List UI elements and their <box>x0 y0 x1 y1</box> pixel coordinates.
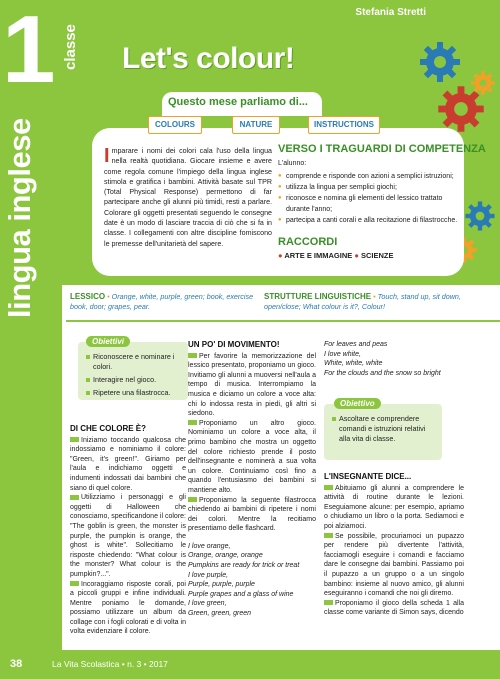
structures-block: STRUTTURE LINGUISTICHE • Touch, stand up, sit down, open/close; What colour is it?, Colour! <box>264 292 461 312</box>
paragraph: Abituiamo gli alunni a comprendere le attività di routine durante le lezioni. Eseguiamone alcune: per esempio, apriamo o chiudiamo un libro o la porta. Sediamoci e poi alziamoci. <box>324 484 464 530</box>
rhyme-line: Purple, purple, purple <box>188 581 255 589</box>
month-heading: Questo mese parliamo di... <box>168 96 308 108</box>
intro-body: mparare i nomi dei colori cala l'uso della lingua nella realtà quotidiana. Giocare insieme e avere come regola comune l'impiego della lingua inglese stimola e gratifica i bambini. Attività basate sul TPR (Total Physical Response) permettono di far partecipare anche gli alunni più timidi, resti a parlare. Colorare gli oggetti presentati seguendo le consegne date è un modo di lasciare traccia di ciò che si fa in classe. I collegamenti con altre discipline fomiscono le premesse dell'unitarietà del sapere. <box>104 147 272 248</box>
column-3-body <box>324 472 464 618</box>
magazine-name: La Vita Scolastica • n. 3 • 2017 <box>52 659 168 669</box>
objectives-label: Obiettivo <box>334 398 381 409</box>
list-item: ● comprende e risponde con azioni a semplici istruzioni; <box>278 171 464 182</box>
list-item: Riconoscere e nominare i colori. <box>86 352 184 372</box>
page-number: 38 <box>10 658 23 670</box>
rhyme-line: White, white, white <box>324 360 383 368</box>
paragraph: Incoraggiamo risposte corali, poi a piccoli gruppi e infine individuali. Mentre poniamo le domande, possiamo utilizzare un album da collage con i fogli colorati e di volta in volta evidenziare il colore. <box>70 580 186 636</box>
section-heading: UN PO' DI MOVIMENTO! <box>188 340 280 349</box>
section-heading: L'INSEGNANTE DICE... <box>324 472 412 481</box>
link-subject: ARTE E IMMAGINE <box>284 251 353 260</box>
rhyme-line: I love purple, <box>188 571 229 579</box>
list-item: Ripetere una filastrocca. <box>86 388 184 398</box>
gear-icon <box>418 40 462 84</box>
list-item: Interagire nel gioco. <box>86 375 184 385</box>
list-item: ● utilizza la lingua per semplici giochi; <box>278 182 464 193</box>
paragraph: Proponiamo la seguente filastrocca chiedendo ai bambini di ripetere i nomi dei colori. Mentre la recitiamo presentiamo delle flashcard. <box>188 496 316 533</box>
objectives-list <box>332 414 438 447</box>
objectives-list <box>86 352 184 401</box>
lexicon-block: LESSICO • Orange, white, purple, green; book, exercise book, door; grapes, pear. <box>70 292 254 312</box>
topic-chip: INSTRUCTIONS <box>308 116 380 134</box>
links-title: RACCORDI <box>278 236 338 248</box>
objectives-label: Obiettivi <box>86 336 130 347</box>
page-title: Let's colour! <box>122 42 295 75</box>
goals-list <box>278 171 464 226</box>
class-word: classe <box>62 24 79 70</box>
rhyme-line: Green, green, green <box>188 610 252 618</box>
paragraph: Se possibile, procuriamoci un pupazzo per rendere più divertente l'attività, facciamogli eseguire i comandi e facciamo dare le consegne dai bambini. Passiamo poi il pupazzo a un gruppo o a un singolo bambino: insieme al nuovo amico, gli alunni eseguiranno i comandi che noi gli diremo. <box>324 532 464 598</box>
column-2 <box>188 340 316 619</box>
lexicon-text: Orange, white, purple, green; book, exercise book, door; grapes, pear. <box>70 292 254 312</box>
paragraph: Per favorire la memorizzazione del lessico presentato, proponiamo un gioco. Invitiamo gli alunni a muoversi nell'aula a tempo di musica. Interrompiamo la musica e diciamo un colore a voce alta: chi lo indossa resta in piedi, gli altri si siedono. <box>188 352 316 418</box>
list-item: ● riconosce e nomina gli elementi del lessico trattato durante l'anno; <box>278 193 464 215</box>
column-3 <box>324 340 464 378</box>
divider <box>66 320 500 322</box>
rhyme-line: I love green, <box>188 600 227 608</box>
paragraph: Proponiamo un altro gioco. Nominiamo un colore a voce alta, il primo bambino che mostra un oggetto del colore richiesto prende il posto dell'insegnante e nominerà a sua volta un colore. Continuiamo così fino a quando l'entusiasmo dei bambini si mantiene alto. <box>188 419 316 494</box>
rhyme <box>324 340 464 378</box>
rhyme-line: For the clouds and the snow so bright <box>324 369 441 377</box>
list-item: ● partecipa a canti corali e alla recitazione di filastrocche. <box>278 215 464 226</box>
goals-lead: L'alunno: <box>278 160 307 167</box>
topic-chip: COLOURS <box>148 116 202 134</box>
section-heading: DI CHE COLORE È? <box>70 424 147 433</box>
gear-icon <box>464 200 496 232</box>
gear-icon <box>470 70 496 96</box>
topic-chip: NATURE <box>232 116 280 134</box>
dropcap: I <box>104 145 110 167</box>
structures-text: Touch, stand up, sit down, open/close; What colour is it?, Colour! <box>264 292 461 312</box>
class-number: 1 <box>2 0 52 103</box>
rhyme-line: Orange, orange, orange <box>188 552 263 560</box>
paragraph: Iniziamo toccando qualcosa che indossiamo e nominiamo il colore: "Green, it's green!". Giriamo per l'aula e indichiamo oggetti e indumenti indossati dai bambini che siano di quel colore. <box>70 436 186 492</box>
lexicon-label: LESSICO <box>70 292 106 301</box>
subject-label: lingua inglese <box>2 118 37 318</box>
link-subject: SCIENZE <box>360 251 394 260</box>
rhyme-line: Purple grapes and a glass of wine <box>188 590 294 598</box>
links-row: ● ARTE E IMMAGINE ● SCIENZE <box>278 251 394 260</box>
paragraph: Utilizziamo i personaggi e gli oggetti di Halloween che conosciamo, specificandone il colore: "The goblin is green, the monster is purple, the pumpkin is orange, the ghost is white". Sollecitiamo le risposte chiedendo: "What colour is the monster? What colour is the pumpkin?...". <box>70 494 186 578</box>
column-1 <box>70 424 186 637</box>
structures-label: STRUTTURE LINGUISTICHE <box>264 292 372 301</box>
list-item: Ascoltare e comprendere comandi e istruzioni relativi alla vita di classe. <box>332 414 438 444</box>
rhyme-line: I love white, <box>324 350 361 358</box>
rhyme <box>188 542 316 619</box>
rhyme-line: I love orange, <box>188 542 231 550</box>
intro-text <box>104 146 272 249</box>
author: Stefania Stretti <box>355 7 426 18</box>
paragraph: Proponiamo il gioco della scheda 1 alla classe come variante di Simon says, dicendo <box>324 599 464 617</box>
rhyme-line: For leaves and peas <box>324 341 388 348</box>
rhyme-line: Pumpkins are ready for trick or treat <box>188 562 300 570</box>
goals-title: VERSO I TRAGUARDI DI COMPETENZA <box>278 143 486 155</box>
